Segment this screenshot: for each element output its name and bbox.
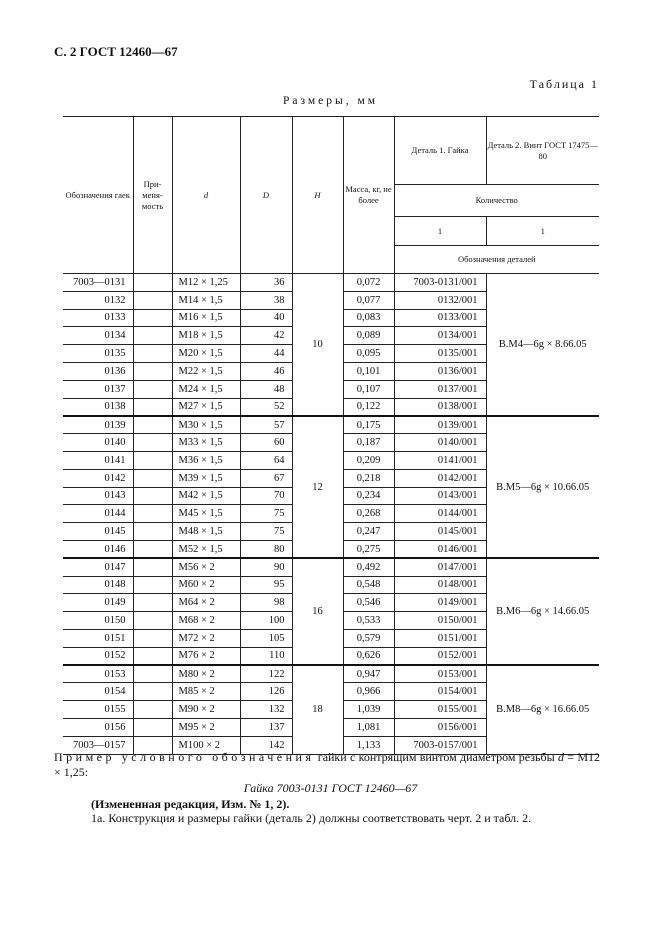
col-det1: Деталь 1. Гайка [394,117,486,185]
cell-prim [133,487,172,505]
cell-mass: 1,039 [343,701,394,719]
cell-mass: 0,966 [343,683,394,701]
cell-D: 75 [240,523,292,541]
cell-oboz: 0155 [63,701,133,719]
cell-H: 12 [292,416,343,558]
cell-mass: 0,533 [343,612,394,630]
cell-oboz: 0145 [63,523,133,541]
cell-D: 80 [240,540,292,558]
example-dval: = М12 × 1,25: [54,750,601,779]
cell-mass: 0,072 [343,274,394,292]
cell-oboz: 0147 [63,558,133,576]
cell-D: 137 [240,718,292,736]
cell-prim [133,683,172,701]
col-kol: Количество [394,185,599,217]
cell-detail1: 0136/001 [394,362,486,380]
cell-oboz: 0134 [63,327,133,345]
cell-prim [133,558,172,576]
cell-oboz: 0142 [63,469,133,487]
cell-oboz: 0143 [63,487,133,505]
cell-detail1: 0155/001 [394,701,486,719]
cell-d: М100 × 2 [172,736,240,754]
cell-prim [133,594,172,612]
cell-prim [133,451,172,469]
cell-detail1: 0156/001 [394,718,486,736]
cell-oboz: 7003—0131 [63,274,133,292]
col-d: d [172,117,240,274]
cell-D: 40 [240,309,292,327]
example-text [54,750,600,780]
cell-mass: 0,101 [343,362,394,380]
cell-H: 16 [292,558,343,665]
table-row [63,558,599,576]
cell-mass: 0,234 [343,487,394,505]
col-oboz: Обозначения гаек [63,117,133,274]
cell-detail1: 0133/001 [394,309,486,327]
cell-detail1: 0146/001 [394,540,486,558]
cell-d: М52 × 1,5 [172,540,240,558]
table-number: Таблица 1 [529,77,599,91]
cell-detail1: 0140/001 [394,434,486,452]
cell-D: 100 [240,612,292,630]
table-row [63,665,599,683]
cell-prim [133,505,172,523]
cell-D: 95 [240,576,292,594]
dimensions-table [63,116,599,755]
cell-detail1: 0148/001 [394,576,486,594]
cell-D: 75 [240,505,292,523]
cell-mass: 0,626 [343,647,394,665]
cell-oboz: 0140 [63,434,133,452]
cell-detail1: 0143/001 [394,487,486,505]
cell-oboz: 7003—0157 [63,736,133,754]
cell-prim [133,540,172,558]
cell-detail1: 0152/001 [394,647,486,665]
cell-d: М18 × 1,5 [172,327,240,345]
cell-d: М76 × 2 [172,647,240,665]
cell-prim [133,434,172,452]
table-row [63,416,599,434]
cell-oboz: 0146 [63,540,133,558]
cell-detail1: 0142/001 [394,469,486,487]
change-note: (Измененная редакция, Изм. № 1, 2). [91,797,290,811]
cell-d: М95 × 2 [172,718,240,736]
cell-D: 132 [240,701,292,719]
cell-prim [133,274,172,292]
cell-oboz: 0149 [63,594,133,612]
cell-prim [133,291,172,309]
cell-D: 57 [240,416,292,434]
cell-prim [133,523,172,541]
cell-D: 38 [240,291,292,309]
cell-D: 105 [240,629,292,647]
cell-detail1: 0141/001 [394,451,486,469]
cell-detail1: 0134/001 [394,327,486,345]
page-header: С. 2 ГОСТ 12460—67 [54,44,178,59]
cell-d: М68 × 2 [172,612,240,630]
cell-mass: 0,209 [343,451,394,469]
cell-mass: 0,083 [343,309,394,327]
cell-oboz: 0138 [63,398,133,416]
cell-D: 126 [240,683,292,701]
cell-prim [133,380,172,398]
cell-detail1: 0138/001 [394,398,486,416]
cell-prim [133,469,172,487]
cell-d: М48 × 1,5 [172,523,240,541]
example-spaced: Пример условного обозначения [54,750,315,764]
cell-mass: 0,247 [343,523,394,541]
cell-d: М56 × 2 [172,558,240,576]
cell-prim [133,398,172,416]
cell-oboz: 0154 [63,683,133,701]
cell-prim [133,345,172,363]
cell-oboz: 0137 [63,380,133,398]
cell-mass: 1,133 [343,736,394,754]
cell-D: 46 [240,362,292,380]
cell-D: 110 [240,647,292,665]
col-mass: Масса, кг, не более [343,117,394,274]
cell-D: 70 [240,487,292,505]
cell-detail1: 0154/001 [394,683,486,701]
cell-d: М27 × 1,5 [172,398,240,416]
cell-oboz: 0150 [63,612,133,630]
cell-oboz: 0132 [63,291,133,309]
cell-detail1: 0147/001 [394,558,486,576]
cell-oboz: 0144 [63,505,133,523]
cell-d: М33 × 1,5 [172,434,240,452]
cell-prim [133,612,172,630]
example-d: d [557,750,564,764]
col-prim: При- меня- мость [133,117,172,274]
cell-D: 42 [240,327,292,345]
cell-D: 48 [240,380,292,398]
cell-mass: 0,492 [343,558,394,576]
cell-mass: 0,187 [343,434,394,452]
cell-detail2: В.М5—6g × 10.66.05 [486,416,599,558]
cell-d: М24 × 1,5 [172,380,240,398]
cell-d: М22 × 1,5 [172,362,240,380]
cell-mass: 0,175 [343,416,394,434]
paragraph-1a: 1а. Конструкция и размеры гайки (деталь 2) должны соответствовать черт. 2 и табл. 2. [91,811,532,825]
cell-H: 10 [292,274,343,416]
cell-detail1: 7003-0157/001 [394,736,486,754]
cell-detail1: 0139/001 [394,416,486,434]
cell-H: 18 [292,665,343,754]
cell-detail1: 0150/001 [394,612,486,630]
cell-prim [133,629,172,647]
cell-d: М42 × 1,5 [172,487,240,505]
cell-detail1: 0132/001 [394,291,486,309]
col-D: D [240,117,292,274]
cell-prim [133,309,172,327]
cell-oboz: 0139 [63,416,133,434]
cell-prim [133,416,172,434]
cell-d: М36 × 1,5 [172,451,240,469]
cell-d: М16 × 1,5 [172,309,240,327]
cell-mass: 0,089 [343,327,394,345]
cell-D: 67 [240,469,292,487]
cell-D: 60 [240,434,292,452]
cell-oboz: 0135 [63,345,133,363]
cell-oboz: 0153 [63,665,133,683]
cell-mass: 0,268 [343,505,394,523]
cell-mass: 0,275 [343,540,394,558]
col-det2: Деталь 2. Винт ГОСТ 17475—80 [486,117,599,185]
cell-d: М85 × 2 [172,683,240,701]
cell-D: 44 [240,345,292,363]
example-rest: гайки с контрящим винтом диаметром резьбы [314,750,555,764]
cell-prim [133,665,172,683]
cell-d: М90 × 2 [172,701,240,719]
cell-mass: 0,122 [343,398,394,416]
cell-mass: 0,218 [343,469,394,487]
example-designation: Гайка 7003-0131 ГОСТ 12460—67 [243,781,418,795]
sizes-caption: Размеры, мм [282,95,379,107]
cell-oboz: 0136 [63,362,133,380]
cell-detail1: 0149/001 [394,594,486,612]
cell-d: М80 × 2 [172,665,240,683]
cell-detail1: 0144/001 [394,505,486,523]
cell-prim [133,327,172,345]
cell-detail1: 0145/001 [394,523,486,541]
cell-detail2: В.М4—6g × 8.66.05 [486,274,599,416]
cell-d: М39 × 1,5 [172,469,240,487]
cell-d: М72 × 2 [172,629,240,647]
cell-D: 90 [240,558,292,576]
table-row [63,274,599,292]
cell-detail1: 7003-0131/001 [394,274,486,292]
cell-detail1: 0151/001 [394,629,486,647]
cell-mass: 0,947 [343,665,394,683]
cell-D: 142 [240,736,292,754]
cell-detail2: В.М8—6g × 16.66.05 [486,665,599,754]
cell-d: М12 × 1,25 [172,274,240,292]
cell-mass: 0,548 [343,576,394,594]
cell-detail2: В.М6—6g × 14.66.05 [486,558,599,665]
cell-d: М30 × 1,5 [172,416,240,434]
cell-d: М45 × 1,5 [172,505,240,523]
cell-d: М60 × 2 [172,576,240,594]
cell-prim [133,718,172,736]
cell-mass: 0,579 [343,629,394,647]
cell-oboz: 0141 [63,451,133,469]
cell-prim [133,576,172,594]
cell-D: 52 [240,398,292,416]
cell-mass: 0,095 [343,345,394,363]
cell-mass: 0,107 [343,380,394,398]
cell-prim [133,362,172,380]
col-kol2: 1 [486,217,599,246]
cell-prim [133,647,172,665]
cell-mass: 0,546 [343,594,394,612]
cell-D: 122 [240,665,292,683]
col-kol1: 1 [394,217,486,246]
cell-detail1: 0137/001 [394,380,486,398]
cell-d: М14 × 1,5 [172,291,240,309]
cell-mass: 0,077 [343,291,394,309]
cell-oboz: 0133 [63,309,133,327]
cell-D: 64 [240,451,292,469]
col-oboz-det: Обозначения деталей [394,246,599,274]
cell-oboz: 0152 [63,647,133,665]
cell-d: М20 × 1,5 [172,345,240,363]
cell-prim [133,701,172,719]
col-H: H [292,117,343,274]
cell-D: 98 [240,594,292,612]
cell-d: М64 × 2 [172,594,240,612]
cell-mass: 1,081 [343,718,394,736]
cell-detail1: 0135/001 [394,345,486,363]
cell-detail1: 0153/001 [394,665,486,683]
cell-oboz: 0151 [63,629,133,647]
cell-oboz: 0148 [63,576,133,594]
cell-D: 36 [240,274,292,292]
cell-oboz: 0156 [63,718,133,736]
